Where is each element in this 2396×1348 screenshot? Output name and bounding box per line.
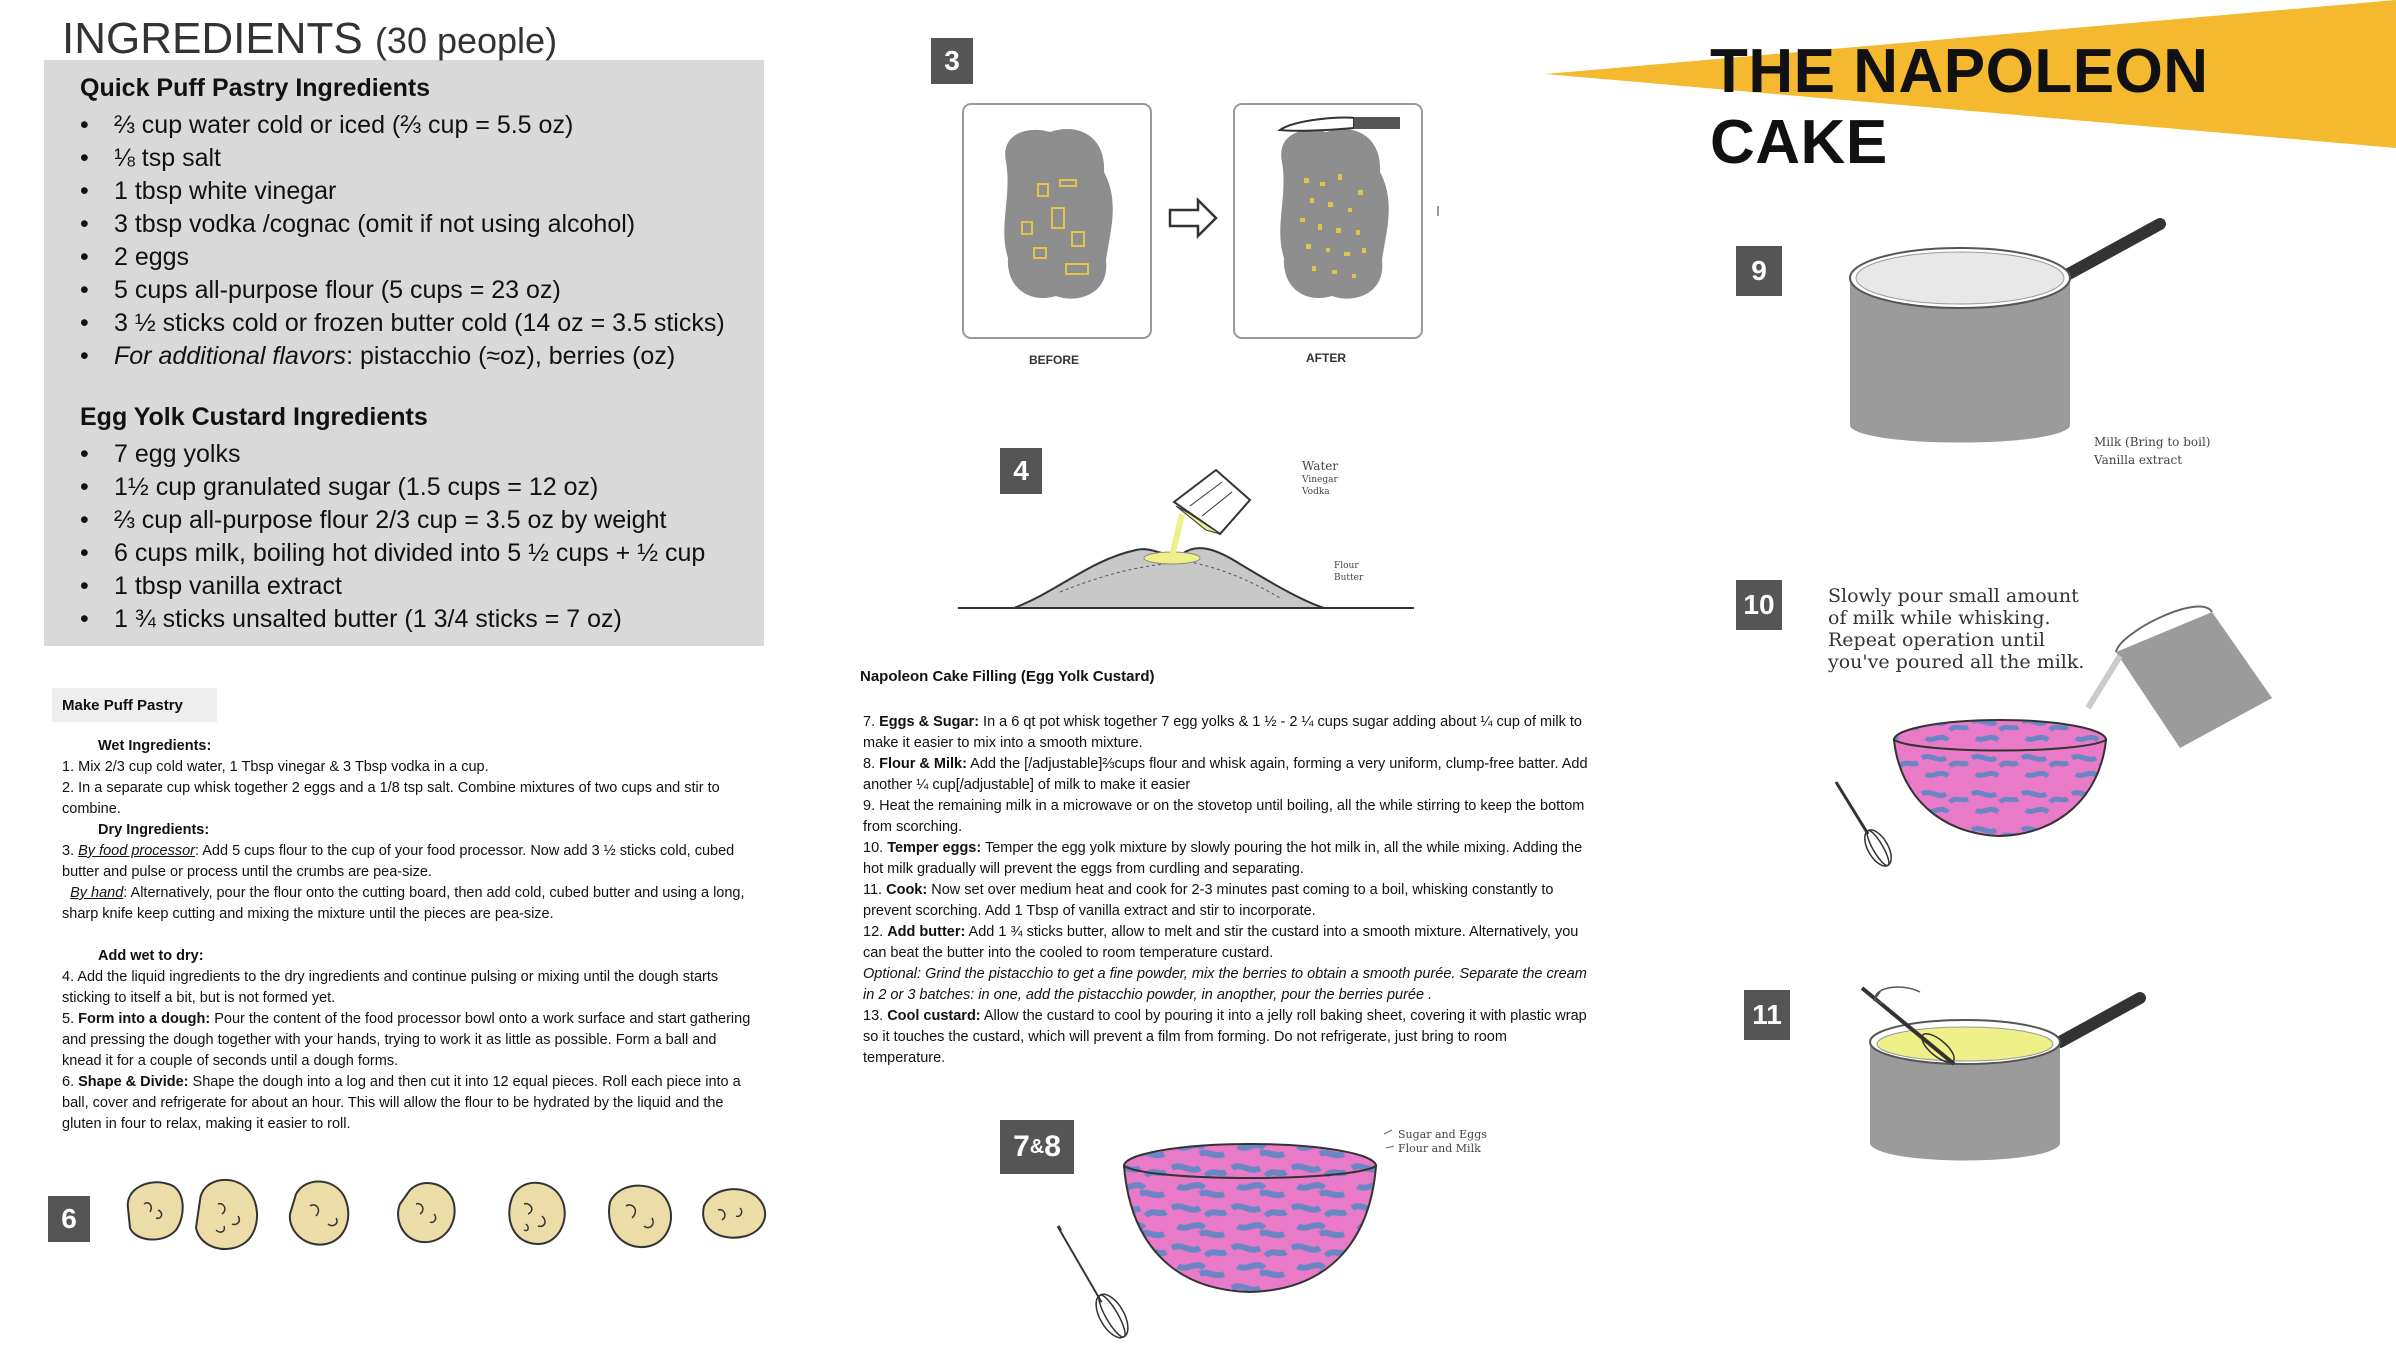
- step-2: 2. In a separate cup whisk together 2 eggs and a 1/8 tsp salt. Combine mixtures of two cups and stir to combine.: [62, 780, 720, 817]
- flour-label: Flour: [1334, 561, 1359, 571]
- butter-label: Butter: [1334, 573, 1364, 583]
- ingredients-title: INGREDIENTS (30 people): [62, 14, 558, 63]
- step-3b: By hand: Alternatively, pour the flour onto the cutting board, then add cold, cubed butter and using a long, sharp knife keep cutting and mixing the mixture until the pieces are pea-size.: [62, 885, 745, 922]
- vanilla-label: Vanilla extract: [2094, 453, 2183, 467]
- milk-label: Milk (Bring to boil): [2094, 435, 2211, 449]
- saucepan-milk-illustration: [1840, 216, 2280, 472]
- list-item: • 3 tbsp vodka /cognac (omit if not using alcohol): [80, 208, 754, 241]
- step-8: 8. Flour & Milk: Add the [/adjustable]⅔cups flour and whisk again, forming a very uniform, clump-free batter. Add another ¼ cup[/adjustable] of milk to make it easier: [863, 756, 1588, 793]
- list-item: • ⅛ tsp salt: [80, 142, 754, 175]
- step-11-badge: 11: [1744, 990, 1790, 1040]
- puff-ingredients-heading: Quick Puff Pastry Ingredients: [80, 74, 431, 102]
- list-item: • 7 egg yolks: [80, 438, 754, 471]
- filling-heading: Napoleon Cake Filling (Egg Yolk Custard): [860, 668, 1155, 685]
- mixing-bowl-illustration: [1050, 1120, 1500, 1348]
- step-10-badge: 10: [1736, 580, 1782, 630]
- flour-milk-label: Flour and Milk: [1398, 1142, 1481, 1155]
- list-item: • 2 eggs: [80, 241, 754, 274]
- step-6: 6. Shape & Divide: Shape the dough into a log and then cut it into 12 equal pieces. Roll each piece into a ball, cover and refrigerate for about an hour. This will allow the flour to be hydrated by the liquid and the gluten in four to relax, making it easier to roll.: [62, 1074, 741, 1132]
- before-after-illustration: [960, 98, 1450, 370]
- list-item: • 1 tbsp white vinegar: [80, 175, 754, 208]
- flour-mound-illustration: [950, 460, 1420, 620]
- step-4-badge: 4: [1000, 448, 1042, 494]
- step-1: 1. Mix 2/3 cup cold water, 1 Tbsp vinegar & 3 Tbsp vodka in a cup.: [62, 759, 489, 775]
- list-item: • 1 ¾ sticks unsalted butter (1 3/4 sticks = 7 oz): [80, 603, 754, 636]
- step-6-badge: 6: [48, 1196, 90, 1242]
- list-item: • ⅔ cup all-purpose flour 2/3 cup = 3.5 oz by weight: [80, 504, 754, 537]
- ingredients-box: [44, 60, 764, 646]
- cooking-custard-illustration: [1850, 968, 2150, 1168]
- list-item: • 1½ cup granulated sugar (1.5 cups = 12 oz): [80, 471, 754, 504]
- custard-ingredients-heading: Egg Yolk Custard Ingredients: [80, 403, 428, 431]
- water-label: Water: [1302, 460, 1339, 473]
- add-wet-heading: Add wet to dry:: [98, 948, 204, 964]
- vinegar-label: Vinegar: [1302, 475, 1338, 485]
- vodka-label: Vodka: [1302, 487, 1330, 497]
- step-7: 7. Eggs & Sugar: In a 6 qt pot whisk together 7 egg yolks & 1 ½ - 2 ¼ cups sugar adding about ¼ cup of milk to make it easier to mix into a smooth mixture.: [863, 714, 1582, 751]
- step-9: 9. Heat the remaining milk in a microwave or on the stovetop until boiling, all the while stirring to keep the bottom from scorching.: [863, 798, 1585, 835]
- pour-note-3: Repeat operation until: [1828, 629, 2045, 651]
- list-item: • 5 cups all-purpose flour (5 cups = 23 oz): [80, 274, 754, 307]
- step-3-badge: 3: [931, 38, 973, 84]
- before-label: BEFORE: [1028, 353, 1080, 367]
- list-item: • ⅔ cup water cold or iced (⅔ cup = 5.5 oz): [80, 109, 754, 142]
- step-4: 4. Add the liquid ingredients to the dry ingredients and continue pulsing or mixing until the dough starts sticking to itself a bit, but is not formed yet.: [62, 969, 719, 1006]
- after-label: AFTER: [1306, 351, 1346, 365]
- dry-heading: Dry Ingredients:: [98, 822, 210, 838]
- wet-heading: Wet Ingredients:: [98, 738, 212, 754]
- page-title: THE NAPOLEON CAKE: [1710, 37, 2209, 177]
- pour-note-2: of milk while whisking.: [1828, 607, 2051, 629]
- puff-pastry-instructions: [62, 736, 752, 1135]
- step-10: 10. Temper eggs: Temper the egg yolk mixture by slowly pouring the hot milk in, all the while mixing. Adding the hot milk gradually will prevent the eggs from curdling and separating.: [863, 840, 1583, 877]
- puff-ingredients-list: [80, 109, 754, 373]
- step-11: 11. Cook: Now set over medium heat and cook for 2-3 minutes past coming to a boil, whisking constantly to prevent scorching. Add 1 Tbsp of vanilla extract and stir to incorporate.: [863, 882, 1554, 919]
- whisking-milk-illustration: [1820, 572, 2280, 872]
- list-item: • 1 tbsp vanilla extract: [80, 570, 754, 603]
- list-item: • 3 ½ sticks cold or frozen butter cold (14 oz = 3.5 sticks): [80, 307, 754, 340]
- step-7-8-badge: 7 & 8: [1000, 1120, 1074, 1174]
- step-12: 12. Add butter: Add 1 ¾ sticks butter, allow to melt and stir the custard into a smooth mixture. Alternatively, you can beat the butter into the cooled to room temperature custard.: [863, 924, 1579, 961]
- step-3: 3. By food processor: Add 5 cups flour to the cup of your food processor. Now add 3 ½ sticks cold, cubed butter and pulse or process until the crumbs are pea-size.: [62, 843, 735, 880]
- pour-note-4: you've poured all the milk.: [1828, 651, 2085, 673]
- step-5: 5. Form into a dough: Pour the content of the food processor bowl onto a work surface and start gathering and pressing the dough together with your hands, trying to work it as little as possible. Form a ball and knead it for a couple of seconds until a dough forms.: [62, 1011, 751, 1069]
- list-item-flavors: • For additional flavors: pistacchio (≈oz), berries (oz): [80, 340, 754, 373]
- dough-balls-illustration: [120, 1170, 780, 1260]
- optional-note: Optional: Grind the pistacchio to get a fine powder, mix the berries to obtain a smooth purée. Separate the cream in 2 or 3 batches: in one, add the pistacchio powder, in anopther, pour the berries purée .: [863, 966, 1587, 1003]
- sugar-eggs-label: Sugar and Eggs: [1398, 1128, 1487, 1141]
- step-9-badge: 9: [1736, 246, 1782, 296]
- list-item: • 6 cups milk, boiling hot divided into 5 ½ cups + ½ cup: [80, 537, 754, 570]
- custard-ingredients-list: [80, 438, 754, 636]
- puff-pastry-tab: Make Puff Pastry: [52, 688, 217, 722]
- filling-instructions: [863, 712, 1593, 1069]
- step-13: 13. Cool custard: Allow the custard to cool by pouring it into a jelly roll baking sheet, covering it with plastic wrap so it touches the custard, which will prevent a film from forming. Do not refrigerate, just bring to room temperature.: [863, 1008, 1587, 1066]
- pour-note-1: Slowly pour small amount: [1828, 585, 2079, 607]
